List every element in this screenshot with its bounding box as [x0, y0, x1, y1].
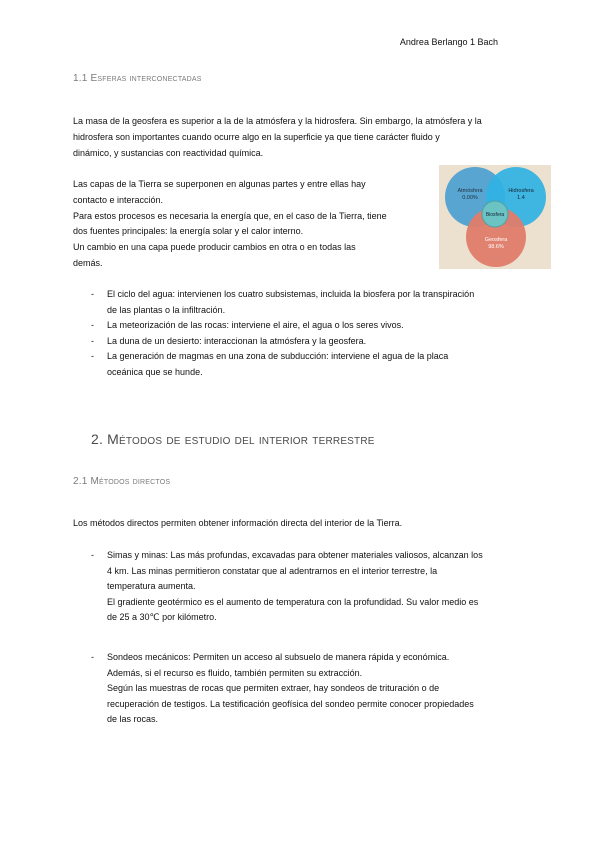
list-item	[73, 318, 533, 334]
text-line: Según las muestras de rocas que permiten extraer, hay sondeos de trituración o de	[107, 683, 440, 694]
section-1-1-paragraph-1	[73, 114, 543, 161]
text-line: oceánica que se hunde.	[107, 366, 203, 377]
text-line: dinámico, y sustancias con reactividad química.	[73, 147, 264, 158]
bullet-dash: -	[91, 351, 94, 362]
atmosphere-value: 0.00%	[462, 195, 478, 201]
section-2-1-title: 2.1 Métodos directos	[73, 476, 171, 487]
list-item	[73, 334, 533, 350]
section-1-1-title: 1.1 Esferas interconectadas	[73, 73, 202, 84]
list-item	[73, 287, 533, 318]
list-item	[73, 548, 533, 626]
header-author: Andrea Berlango 1 Bach	[399, 37, 498, 47]
bullet-dash: -	[91, 335, 94, 346]
text-line: de las rocas.	[107, 714, 159, 725]
text-line: El ciclo del agua: intervienen los cuatro subsistemas, incluida la biosfera por la transpiración	[107, 289, 475, 299]
hydrosphere-label: Hidrosfera	[508, 188, 534, 194]
text-line: 4 km. Las minas permitieron constatar que al adentrarnos en el interior terrestre, la	[107, 565, 438, 576]
section-1-1-bullet-list	[73, 287, 533, 381]
biosphere-label: Biosfera	[485, 212, 505, 218]
text-line: recuperación de testigos. La testificación geofísica del sondeo permite conocer propiedades	[107, 698, 474, 709]
atmosphere-label: Atmósfera	[457, 188, 483, 194]
bullet-dash: -	[91, 651, 94, 662]
text-line: La generación de magmas en una zona de subducción: interviene el agua de la placa	[107, 351, 449, 362]
bullet-dash: -	[91, 289, 94, 299]
section-2-title: 2. Métodos de estudio del interior terrestre	[91, 431, 375, 447]
text-line: de las plantas o la infiltración.	[107, 304, 226, 315]
section-2-1-bullet-list	[73, 548, 533, 728]
text-line: La meteorización de las rocas: interviene el aire, el agua o los seres vivos.	[107, 320, 404, 331]
bullet-dash: -	[91, 320, 94, 331]
text-line: Simas y minas: Las más profundas, excavadas para obtener materiales valiosos, alcanzan los	[107, 550, 483, 560]
text-line: Sondeos mecánicos: Permiten un acceso al subsuelo de manera rápida y económica.	[107, 651, 450, 662]
text-line: temperatura aumenta.	[107, 581, 196, 592]
earth-spheres-diagram	[439, 165, 551, 269]
text-line: Para estos procesos es necesaria la energía que, en el caso de la Tierra, tiene	[73, 210, 387, 221]
text-line: La duna de un desierto: interaccionan la atmósfera y la geosfera.	[107, 335, 367, 346]
text-line: de 25 a 30℃ por kilómetro.	[107, 612, 217, 623]
text-line: demás.	[73, 257, 103, 268]
text-line: El gradiente geotérmico es el aumento de temperatura con la profundidad. Su valor medio es	[107, 596, 479, 607]
text-line: Las capas de la Tierra se superponen en algunas partes y entre ellas hay	[73, 179, 366, 189]
text-line: hidrosfera son importantes cuando ocurre algo en la superficie ya que tiene carácter fluido y	[73, 131, 440, 142]
text-line: La masa de la geosfera es superior a la de la atmósfera y la hidrosfera. Sin embargo, la atmósfera y la	[73, 116, 482, 126]
text-line: Además, si el recurso es fluido, también permiten su extracción.	[107, 667, 363, 678]
text-line: contacto e interacción.	[73, 194, 164, 205]
hydrosphere-value: 1.4	[517, 195, 525, 201]
list-item	[73, 650, 533, 728]
text-line: dos fuentes principales: la energía solar y el calor interno.	[73, 226, 304, 237]
section-1-1-paragraph-2	[73, 177, 433, 272]
bullet-dash: -	[91, 550, 94, 560]
geosphere-value: 98.6%	[488, 244, 504, 250]
geosphere-label: Geosfera	[484, 237, 508, 243]
text-line: Un cambio en una capa puede producir cambios en otra o en todas las	[73, 242, 356, 253]
list-item	[73, 349, 533, 380]
section-2-1-intro: Los métodos directos permiten obtener información directa del interior de la Tierra.	[73, 518, 403, 528]
